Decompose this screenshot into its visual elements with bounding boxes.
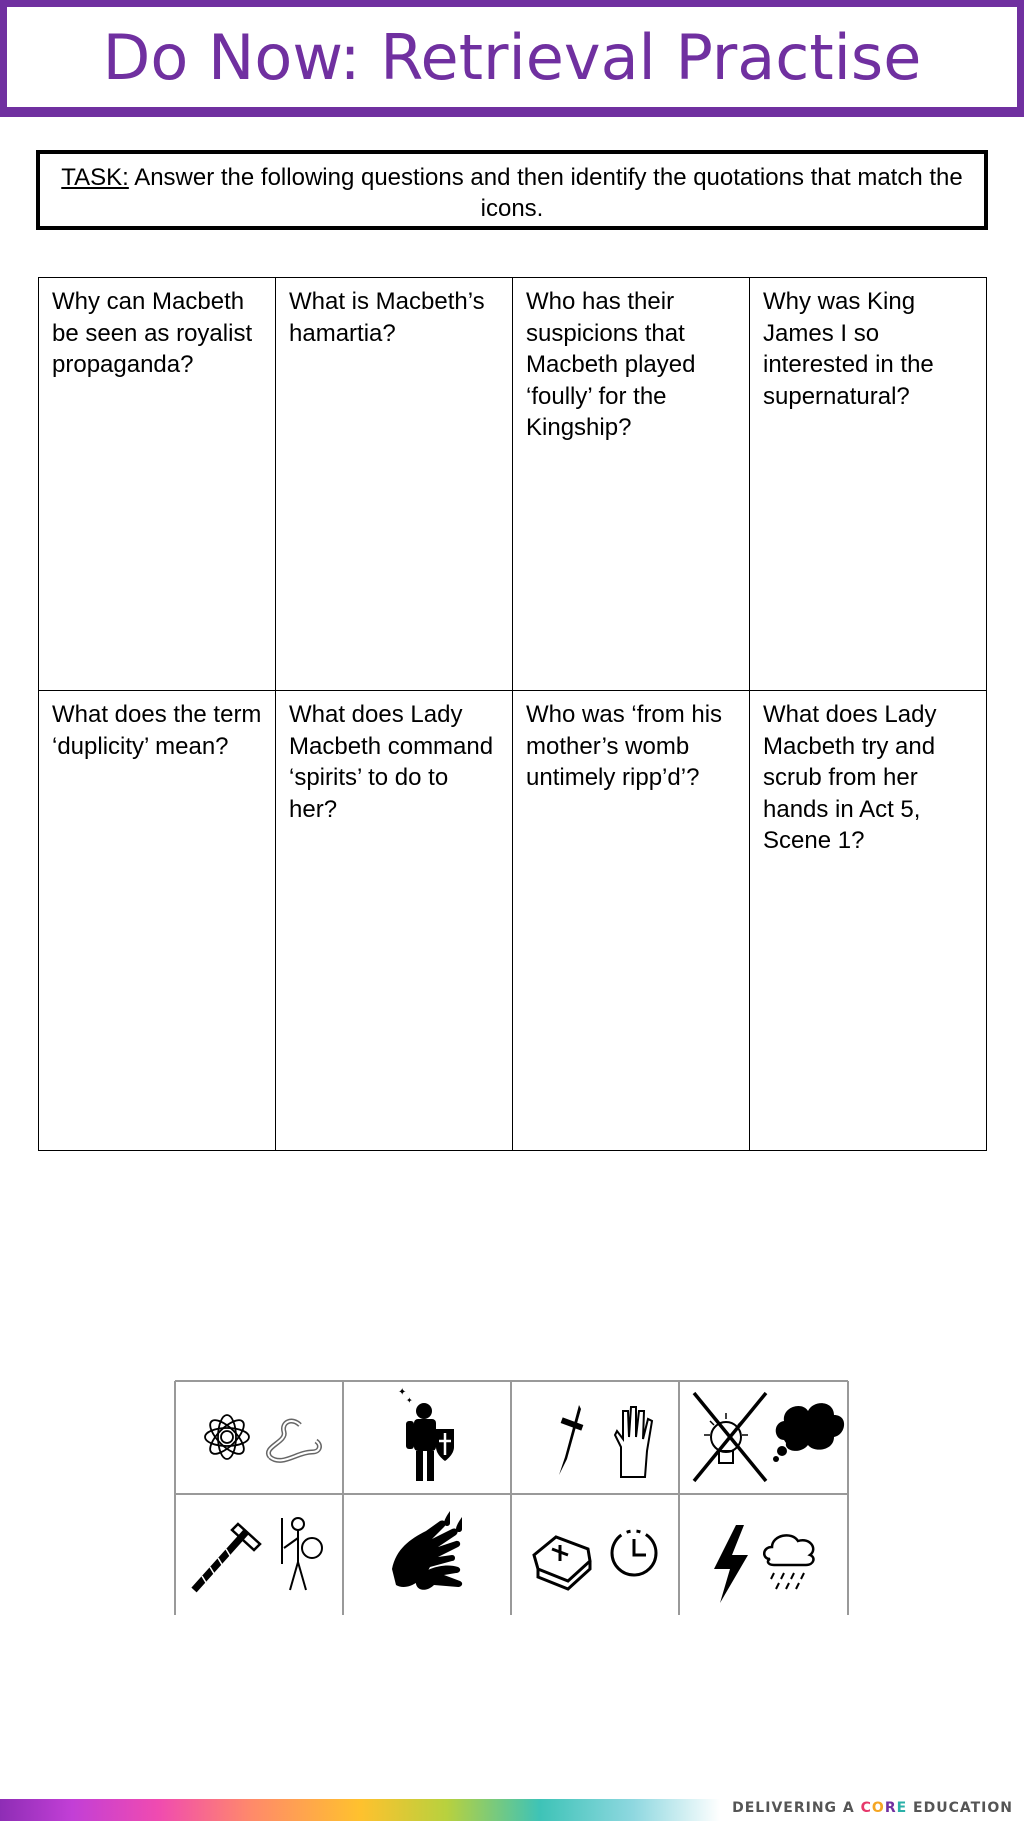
icon-grid-svg <box>174 1379 849 1615</box>
question-grid <box>38 277 987 1151</box>
dagger-and-hand-icon <box>559 1405 652 1477</box>
question-cell[interactable]: What is Macbeth’s hamartia? <box>276 278 513 691</box>
lightning-and-rain-cloud-icon <box>714 1525 813 1603</box>
bloody-hands-icon <box>392 1511 462 1590</box>
footer-prefix: DELIVERING A <box>732 1800 861 1816</box>
footer-brand <box>732 1800 1013 1816</box>
question-cell[interactable]: Who was ‘from his mother’s womb untimely ripp’d’? <box>513 691 750 1151</box>
question-cell[interactable]: Why was King James I so interested in the supernatural? <box>750 278 987 691</box>
title-banner <box>0 0 1024 117</box>
question-row <box>39 278 987 691</box>
task-instructions <box>36 150 988 230</box>
task-text: Answer the following questions and then identify the quotations that match the icons. <box>128 164 963 222</box>
page-title: Do Now: Retrieval Practise <box>102 20 922 94</box>
svg-text:✦: ✦ <box>398 1387 407 1398</box>
footer-core-letter: C <box>860 1800 872 1816</box>
question-cell[interactable]: What does Lady Macbeth try and scrub from her hands in Act 5, Scene 1? <box>750 691 987 1151</box>
coffin-and-clock-icon <box>534 1531 656 1589</box>
footer-gradient-bar <box>0 1799 720 1821</box>
footer-core-letter: R <box>884 1800 897 1816</box>
footer-suffix: EDUCATION <box>907 1800 1013 1816</box>
question-cell[interactable]: What does the term ‘duplicity’ mean? <box>39 691 276 1151</box>
question-row <box>39 691 987 1151</box>
footer-core-letter: O <box>871 1800 885 1816</box>
flower-and-snake-icon <box>205 1415 319 1460</box>
question-cell[interactable]: Why can Macbeth be seen as royalist propaganda? <box>39 278 276 691</box>
svg-text:✦: ✦ <box>406 1396 413 1405</box>
question-cell[interactable]: Who has their suspicions that Macbeth played ‘foully’ for the Kingship? <box>513 278 750 691</box>
footer-core-letter: E <box>896 1800 908 1816</box>
crossed-lightbulb-and-thought-cloud-icon <box>694 1393 844 1481</box>
icon-grid <box>174 1379 849 1615</box>
task-label: TASK: <box>61 164 129 191</box>
question-cell[interactable]: What does Lady Macbeth command ‘spirits’ to do to her? <box>276 691 513 1151</box>
screw-and-soldier-icon <box>194 1518 322 1590</box>
knight-icon <box>398 1387 454 1481</box>
